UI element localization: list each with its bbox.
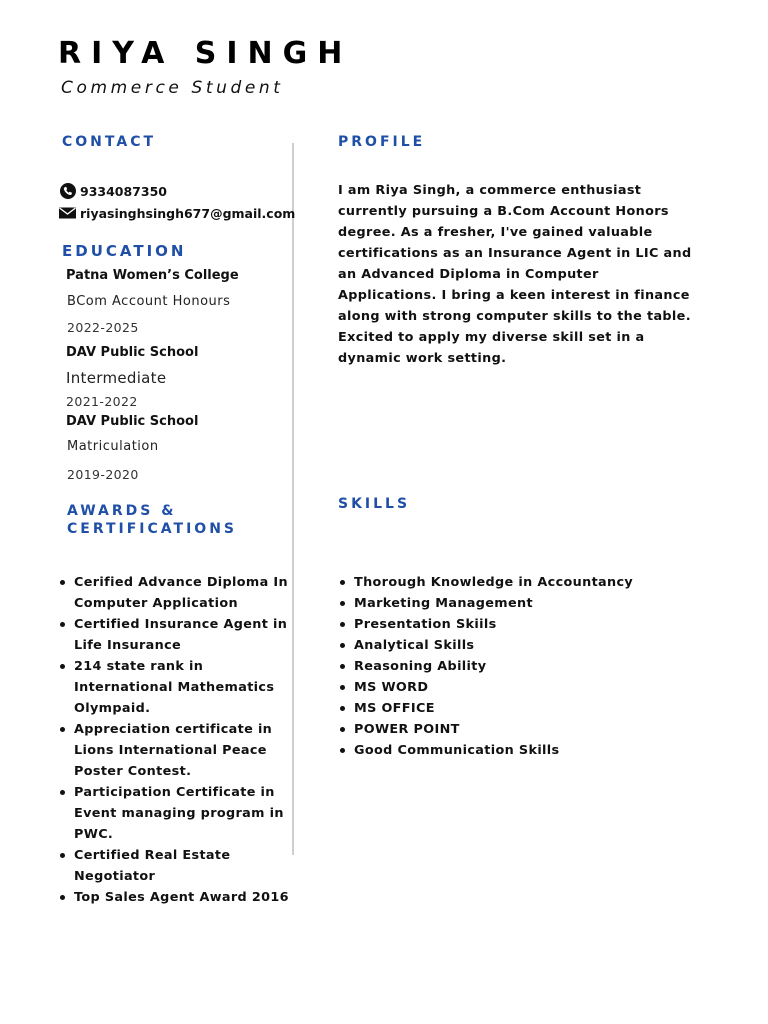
education-degree: BCom Account Honours xyxy=(67,294,231,309)
column-divider xyxy=(292,143,294,855)
education-school: Patna Women’s College xyxy=(66,268,239,283)
list-item: Good Communication Skills xyxy=(338,740,638,761)
awards-heading xyxy=(67,503,237,537)
list-item: MS WORD xyxy=(338,677,638,698)
education-degree: Matriculation xyxy=(67,439,159,454)
list-item: Participation Certificate in Event managing program in PWC. xyxy=(58,782,290,845)
education-school: DAV Public School xyxy=(66,345,199,360)
awards-list xyxy=(58,572,290,908)
education-school: DAV Public School xyxy=(66,414,199,429)
list-item: Presentation Skiils xyxy=(338,614,638,635)
resume-name: RIYA SINGH xyxy=(58,36,353,71)
list-item: Analytical Skills xyxy=(338,635,638,656)
list-item: POWER POINT xyxy=(338,719,638,740)
awards-heading-line: CERTIFICATIONS xyxy=(67,521,238,537)
list-item: 214 state rank in International Mathematics Olympaid. xyxy=(58,656,290,719)
education-years: 2022-2025 xyxy=(67,320,139,335)
contact-heading: CONTACT xyxy=(62,134,157,150)
contact-phone-row xyxy=(58,182,167,200)
profile-text: I am Riya Singh, a commerce enthusiast currently pursuing a B.Com Account Honors degree. As a fresher, I've gained valuable certifications as an Insurance Agent in LIC and an Advanced Diploma in Computer Applications. I bring a keen interest in finance along with strong computer skills to the table. Excited to apply my diverse skill set in a dynamic work setting. xyxy=(338,183,692,366)
list-item: Certified Real Estate Negotiator xyxy=(58,845,290,887)
list-item: Reasoning Ability xyxy=(338,656,638,677)
list-item: Appreciation certificate in Lions International Peace Poster Contest. xyxy=(58,719,290,782)
awards-heading-line: AWARDS & xyxy=(67,503,177,519)
list-item: MS OFFICE xyxy=(338,698,638,719)
list-item: Marketing Management xyxy=(338,593,638,614)
list-item: Top Sales Agent Award 2016 xyxy=(58,887,290,908)
list-item: Cerified Advance Diploma In Computer Application xyxy=(58,572,290,614)
contact-phone: 9334087350 xyxy=(80,183,167,199)
list-item: Thorough Knowledge in Accountancy xyxy=(338,572,638,593)
education-years: 2019-2020 xyxy=(67,467,139,482)
education-years: 2021-2022 xyxy=(66,394,138,409)
list-item: Certified Insurance Agent in Life Insurance xyxy=(58,614,290,656)
education-degree: Intermediate xyxy=(66,369,167,387)
education-heading: EDUCATION xyxy=(62,242,187,260)
contact-email-row xyxy=(58,204,295,222)
mail-icon xyxy=(58,204,78,222)
profile-heading: PROFILE xyxy=(338,134,426,150)
resume-subtitle: Commerce Student xyxy=(61,78,284,98)
contact-email[interactable]: riyasinghsingh677@gmail.com xyxy=(80,205,296,221)
skills-list xyxy=(338,572,638,761)
phone-icon xyxy=(58,182,78,200)
skills-heading: SKILLS xyxy=(338,496,411,512)
